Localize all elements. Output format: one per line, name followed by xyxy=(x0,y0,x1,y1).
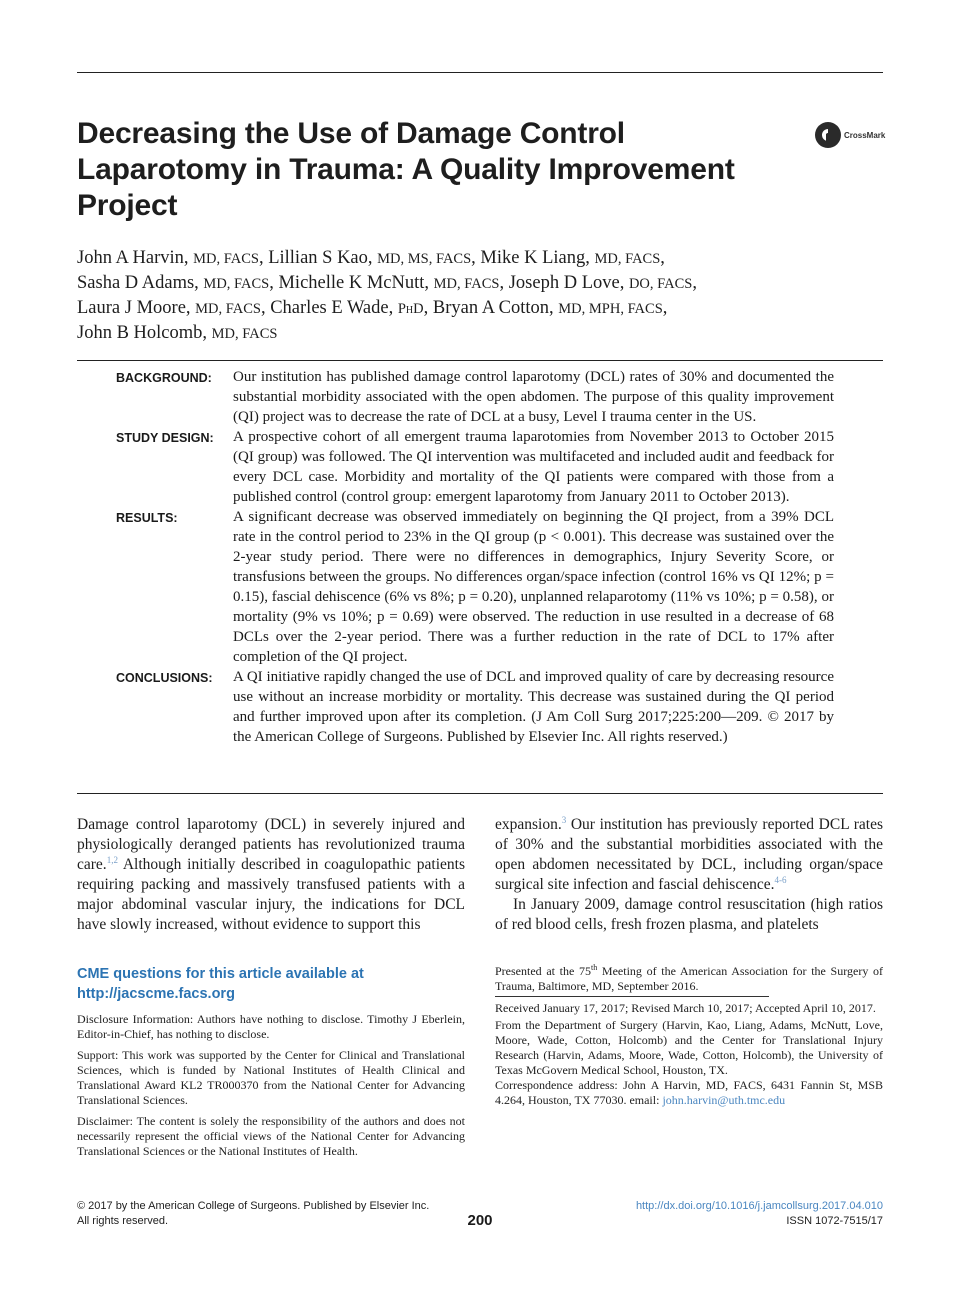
author-degree: MD, FACS xyxy=(433,276,500,292)
footnotes-left xyxy=(77,1012,465,1159)
author-degree: MD, FACS xyxy=(594,251,661,267)
footnotes-right-lower xyxy=(495,1001,883,1108)
author-name: Charles E Wade xyxy=(270,298,389,318)
support-note: Support: This work was supported by the Center for Clinical and Translational Sciences, which is funded by National Institutes of Health Clinical and Translational Award KL2 TR000370 from the National Center for Advancing Translational Sciences. xyxy=(77,1048,465,1107)
footnotes-right xyxy=(495,960,883,994)
author-degree: PhD xyxy=(397,301,424,317)
author-name: Lillian S Kao xyxy=(268,248,368,268)
presented-text: Meeting of the American Association for the Surgery of Trauma, Baltimore, MD, September 2016. xyxy=(495,964,883,993)
abstract-text: A prospective cohort of all emergent trauma laparotomies from November 2013 to October 2015 (QI group) was followed. The QI intervention was multifaceted and included audit and feedback for every DCL case. Morbidity and mortality of the QI patients were compared with those from a published control (control group: emergent laparotomy from January 2011 to October 2013). xyxy=(233,429,834,505)
author-degree: MD, MPH, FACS xyxy=(558,301,663,317)
author-degree: DO, FACS xyxy=(628,276,693,292)
email-link[interactable]: john.harvin@uth.tmc.edu xyxy=(662,1093,786,1107)
body-text: Damage control laparotomy (DCL) in severely injured and physiologically deranged patients has revolutionized trauma care. xyxy=(77,816,465,873)
author-name: Michelle K McNutt xyxy=(278,273,425,293)
footnote-separator xyxy=(495,996,769,997)
abstract-conclusions xyxy=(116,667,834,747)
abstract xyxy=(116,367,834,747)
abstract-bottom-rule xyxy=(77,793,883,794)
abstract-label: BACKGROUND: xyxy=(116,371,212,385)
author-name: Joseph D Love xyxy=(508,273,620,293)
crossmark-label: CrossMark xyxy=(844,130,886,140)
abstract-text: Our institution has published damage control laparotomy (DCL) rates of 30% and documented the substantial morbidity associated with the open abdomen. The purpose of this quality improvement (QI) project was to decrease the rate of DCL at a busy, Level I trauma center in the US. xyxy=(233,369,834,425)
abstract-label: STUDY DESIGN: xyxy=(116,431,214,445)
body-left-column xyxy=(77,815,465,935)
page-number: 200 xyxy=(467,1212,493,1229)
affiliation-note: From the Department of Surgery (Harvin, Kao, Liang, Adams, McNutt, Love, Moore, Wade, Cotton, Holcomb) and the Center for Translational Injury Research (Harvin, Adams, Moore, Wade, Cotton, Holcomb), the University of Texas McGovern Medical School, Houston, TX. xyxy=(495,1018,883,1077)
issn-text: ISSN 1072-7515/17 xyxy=(786,1215,883,1227)
article-title: Decreasing the Use of Damage Control Laparotomy in Trauma: A Quality Improvement Project xyxy=(77,117,735,222)
reference-link[interactable]: 4-6 xyxy=(774,874,787,885)
cme-text: CME questions for this article available at xyxy=(77,966,364,982)
abstract-text: A significant decrease was observed immediately on beginning the QI project, from a 39% DCL rate in the control period to 23% in the QI group (p < 0.001). This decrease was sustained over the 2-year study period. There were no differences in demographics, Injury Severity Score, or transfusions between the groups. No differences organ/space infection (control 16% vs QI 12%; p = 0.15), fascial dehiscence (6% vs 8%; p = 0.20), unplanned relaparotomy (11% vs 10%; p = 0.58), or mortality (9% vs 10%; p = 0.69) were observed. The reduction in use resulted in a decrease of 68 DCLs over the 2-year period. There was a further reduction in the rate of DCL to 17% after completion of the QI project. xyxy=(233,509,834,665)
author-name: John B Holcomb xyxy=(77,323,203,343)
body-right-column xyxy=(495,815,883,935)
presented-note xyxy=(495,960,883,994)
abstract-study-design xyxy=(116,427,834,507)
abstract-background xyxy=(116,367,834,427)
cme-link[interactable]: http://jacscme.facs.org xyxy=(77,986,235,1002)
abstract-top-rule xyxy=(77,360,883,361)
abstract-label: CONCLUSIONS: xyxy=(116,671,213,685)
author-name: Mike K Liang xyxy=(480,248,586,268)
body-paragraph: In January 2009, damage control resuscitation (high ratios of red blood cells, fresh frozen plasma, and platelets xyxy=(495,896,883,933)
crossmark-icon xyxy=(815,122,841,148)
presented-sup: th xyxy=(591,963,598,972)
body-text: expansion. xyxy=(495,816,562,833)
reference-link[interactable]: 3 xyxy=(561,814,567,825)
footer-copyright xyxy=(77,1199,429,1229)
doi-link[interactable]: http://dx.doi.org/10.1016/j.jamcollsurg.2017.04.010 xyxy=(635,1200,883,1212)
received-note: Received January 17, 2017; Revised March 10, 2017; Accepted April 10, 2017. xyxy=(495,1001,876,1015)
copyright-line: All rights reserved. xyxy=(77,1215,169,1227)
presented-text: Presented at the 75 xyxy=(495,964,591,978)
author-list: John A Harvin, MD, FACS, Lillian S Kao, MD, MS, FACS, Mike K Liang, MD, FACS, Sasha D Adams, MD, FACS, Michelle K McNutt, MD, FACS, Joseph D Love, DO, FACS, Laura J Moore, MD, FACS, Charles E Wade, PhD, Bryan A Cotton, MD, MPH, FACS, John B Holcomb, MD, FACS xyxy=(77,248,697,343)
author-name: John A Harvin xyxy=(77,248,184,268)
body-text: Our institution has previously reported DCL rates of 30% and the substantial morbidities associated with the open abdomen necessitated by DCL, including organ/space surgical site infection and fascial dehiscence. xyxy=(495,816,883,893)
body-paragraph xyxy=(495,815,883,895)
abstract-text: A QI initiative rapidly changed the use of DCL and improved quality of care by decreasing resource use without an increase morbidity or mortality. This decrease was sustained during the QI period and further improved upon after its completion. (J Am Coll Surg 2017;225:200—209. © 2017 by the American College of Surgeons. Published by Elsevier Inc. All rights reserved.) xyxy=(233,669,834,745)
footer-doi xyxy=(636,1199,883,1229)
reference-link[interactable]: 1,2 xyxy=(106,854,118,865)
correspondence-note xyxy=(495,1078,883,1108)
author-name: Laura J Moore xyxy=(77,298,186,318)
author-degree: MD, MS, FACS xyxy=(377,251,472,267)
correspondence-text: Correspondence address: John A Harvin, MD, FACS, 6431 Fannin St, MSB 4.264, Houston, TX 77030. email: xyxy=(495,1078,883,1107)
author-degree: MD, FACS xyxy=(195,301,261,317)
author-degree: MD, FACS xyxy=(203,276,270,292)
copyright-line: © 2017 by the American College of Surgeons. Published by Elsevier Inc. xyxy=(77,1200,430,1212)
author-name: Bryan A Cotton xyxy=(432,298,550,318)
disclosure-note: Disclosure Information: Authors have nothing to disclose. Timothy J Eberlein, Editor-in-Chief, has nothing to disclose. xyxy=(77,1012,465,1041)
body-text: Although initially described in coagulopathic patients requiring packing and massively transfused patients with a major abdominal vascular injury, the indications for DCL have slowly increased, without evidence to support this xyxy=(77,856,465,933)
cme-notice xyxy=(77,964,467,1004)
author-degree: MD, FACS xyxy=(211,326,278,342)
body-paragraph xyxy=(77,815,465,935)
author-degree: MD, FACS xyxy=(193,251,259,267)
top-rule xyxy=(77,72,883,73)
abstract-results xyxy=(116,507,834,667)
abstract-label: RESULTS: xyxy=(116,511,178,525)
disclaimer-note: Disclaimer: The content is solely the responsibility of the authors and does not necessarily represent the official views of the National Center for Advancing Translational Sciences or the National Institutes of Health. xyxy=(77,1114,465,1158)
crossmark-badge[interactable] xyxy=(815,121,885,149)
author-name: Sasha D Adams xyxy=(77,273,195,293)
